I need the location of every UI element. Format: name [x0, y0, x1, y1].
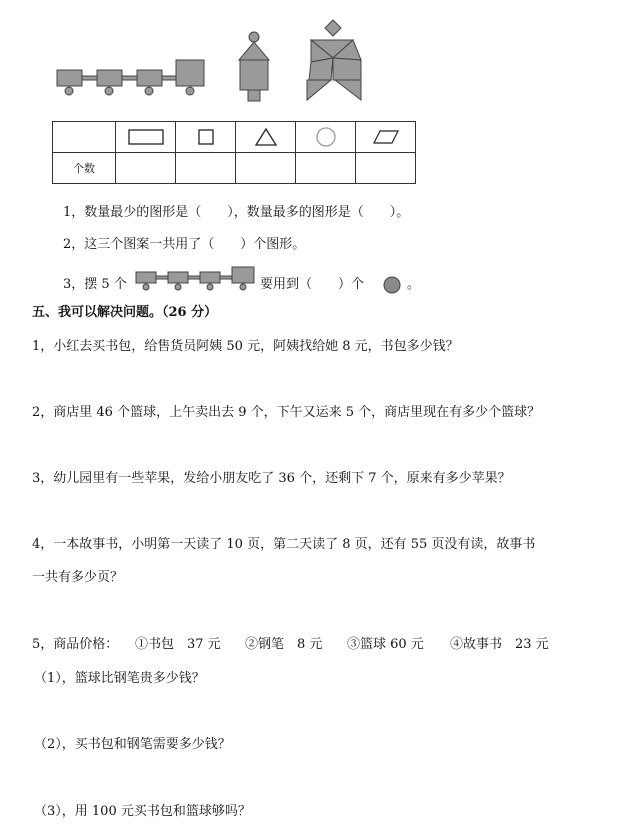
q4-item-3 — [63, 278, 127, 291]
triangle-header-cell — [236, 122, 296, 153]
square-header-cell — [176, 122, 236, 153]
square-icon — [195, 126, 217, 148]
problem-4-continued: 一共有多少页？ — [32, 570, 124, 585]
subquestion-2: （2），买书包和钢笔需要多少钱？ — [34, 737, 231, 752]
rectangle-count-cell[interactable] — [116, 153, 176, 184]
price-item-basketball: ③篮球 60 元 — [347, 637, 424, 652]
tower-figure — [236, 30, 272, 102]
train-figure — [55, 58, 210, 100]
item-number: 2， — [63, 237, 85, 252]
shape-count-table — [52, 121, 416, 184]
prices-label: 5，商品价格： — [32, 637, 119, 652]
problem-1: 1，小红去买书包，给售货员阿姨 50 元，阿姨找给她 8 元，书包多少钱？ — [32, 339, 459, 354]
q4-item-3-suffix: 。 — [407, 277, 421, 292]
tangram-figure — [303, 18, 367, 102]
gray-circle-icon — [382, 275, 402, 295]
table-corner-cell — [53, 122, 116, 153]
q4-item-3-middle: 要用到（ ）个 — [260, 277, 365, 292]
price-item-bag: ①书包 37 元 — [135, 637, 221, 652]
section-heading: 五、我可以解决问题。（26 分） — [32, 305, 218, 320]
item-text: 数量最少的图形是（ ），数量最多的图形是（ ）。 — [84, 205, 410, 220]
count-row-label: 个数 — [53, 153, 116, 184]
item-prefix: 3，摆 5 个 — [63, 277, 127, 292]
q4-item-2 — [63, 238, 305, 251]
parallelogram-icon — [371, 127, 401, 147]
rectangle-icon — [126, 127, 166, 147]
triangle-count-cell[interactable] — [236, 153, 296, 184]
circle-header-cell — [296, 122, 356, 153]
subquestion-1: （1），篮球比钢笔贵多少钱？ — [34, 671, 205, 686]
item-text: 这三个图案一共用了（ ）个图形。 — [84, 237, 306, 252]
problem-3: 3，幼儿园里有一些苹果，发给小朋友吃了 36 个，还剩下 7 个，原来有多少苹果？ — [32, 471, 511, 486]
q4-item-1 — [63, 206, 409, 219]
triangle-icon — [253, 126, 279, 148]
item-number: 1， — [63, 205, 85, 220]
problem-2: 2，商店里 46 个篮球，上午卖出去 9 个，下午又运来 5 个，商店里现在有多少个篮球？ — [32, 405, 541, 420]
price-item-pen: ②钢笔 8 元 — [245, 637, 323, 652]
problem-4: 4，一本故事书，小明第一天读了 10 页，第二天读了 8 页，还有 55 页没有读，故事书 — [32, 537, 536, 552]
subquestion-3: （3），用 100 元买书包和篮球够吗？ — [34, 804, 251, 819]
small-train-icon — [134, 266, 258, 292]
parallelogram-count-cell[interactable] — [356, 153, 416, 184]
price-item-storybook: ④故事书 23 元 — [450, 637, 549, 652]
parallelogram-header-cell — [356, 122, 416, 153]
square-count-cell[interactable] — [176, 153, 236, 184]
rectangle-header-cell — [116, 122, 176, 153]
circle-count-cell[interactable] — [296, 153, 356, 184]
circle-icon — [314, 125, 338, 149]
